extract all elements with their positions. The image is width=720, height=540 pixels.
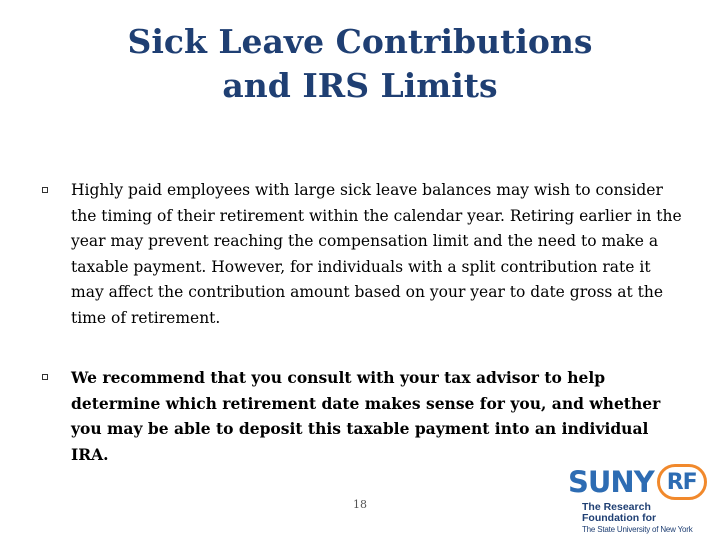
bullet-list bbox=[42, 178, 682, 467]
logo-suny-text: SUNY bbox=[568, 465, 654, 499]
square-bullet-icon bbox=[42, 187, 48, 193]
bullet-item bbox=[42, 365, 682, 467]
bullet-text: Highly paid employees with large sick leave balances may wish to consider the timing of their retirement within the calendar year. Retiring earlier in the year may prevent reaching the compensation limit and the need to make a taxable payment. However, for individuals with a split contribution rate it may affect the contribution amount based on your year to date gross at the time of retirement. bbox=[71, 181, 682, 327]
slide-title bbox=[0, 20, 720, 108]
suny-rf-logo bbox=[568, 463, 708, 537]
logo-rf-badge: RF bbox=[657, 464, 707, 500]
logo-line-1: The Research bbox=[582, 501, 651, 513]
square-bullet-icon bbox=[42, 374, 48, 380]
bullet-text: We recommend that you consult with your tax advisor to help determine which retirement date makes sense for you, and whether you may be able to deposit this taxable payment into an individual IRA. bbox=[71, 368, 661, 464]
logo-line-3: The State University of New York bbox=[582, 525, 693, 534]
logo-line-2: Foundation for bbox=[582, 512, 657, 524]
logo-mark bbox=[568, 463, 708, 501]
title-line-1: Sick Leave Contributions bbox=[127, 22, 593, 61]
title-line-2: and IRS Limits bbox=[222, 66, 498, 105]
logo-caption bbox=[582, 502, 708, 535]
bullet-item bbox=[42, 178, 682, 331]
page-number: 18 bbox=[353, 498, 367, 511]
